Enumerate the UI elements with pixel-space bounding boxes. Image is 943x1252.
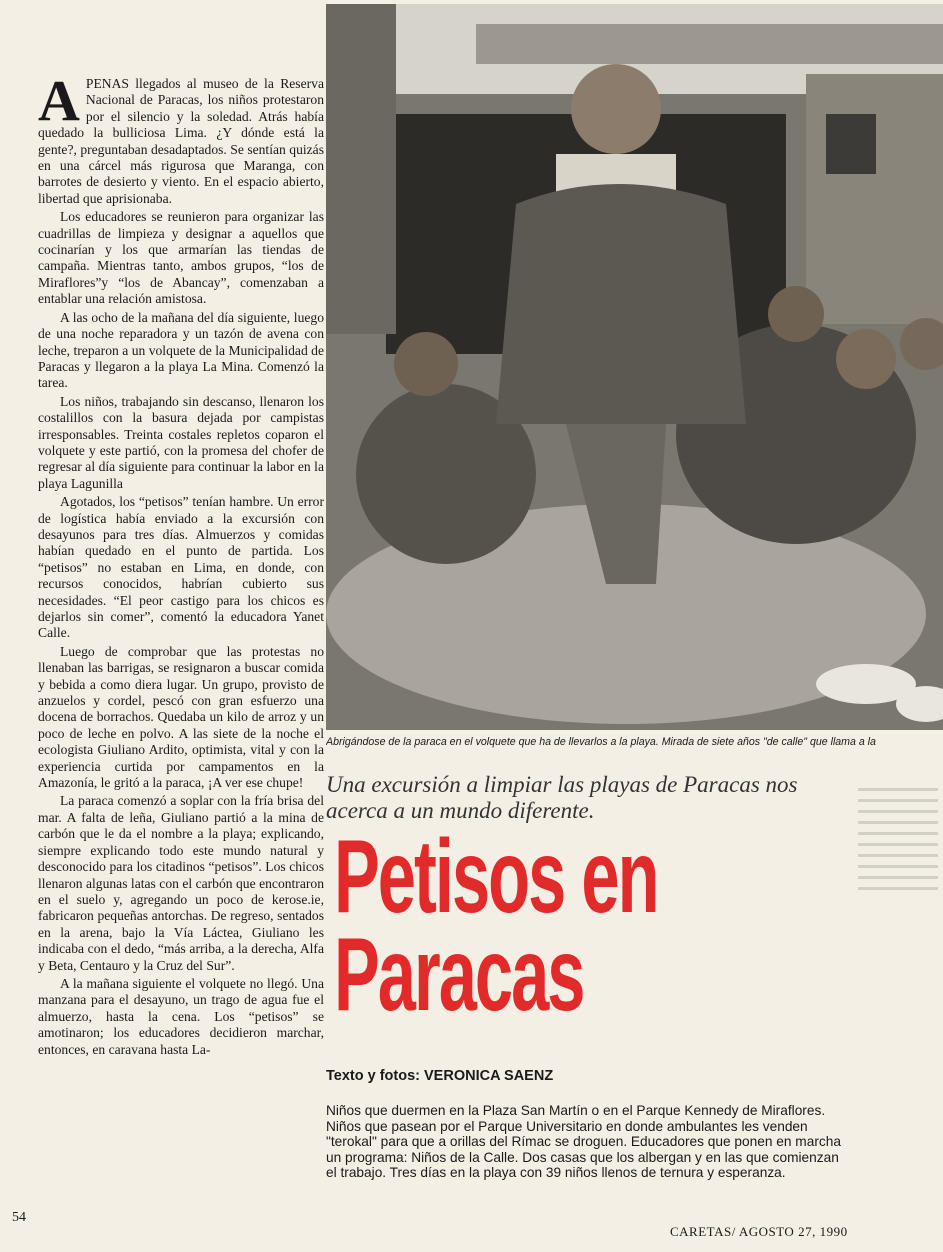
article-paragraph-2: Los educadores se reunieron para organizar las cuadrillas de limpieza y designar a aquellos que cocinarían y los que armarían las tiendas de campaña. Mientras tanto, ambos grupos, “los de Miraflores”y “los de Abancay”, comenzaban a entablar una relación amistosa. — [38, 209, 324, 307]
photo-caption: Abrigándose de la paraca en el volquete que ha de llevarlos a la playa. Mirada de siete años "de calle" que llama a la — [326, 736, 876, 748]
article-body — [38, 68, 324, 1060]
headline-line-2: Paracas — [334, 917, 584, 1033]
article-photo — [326, 4, 943, 730]
byline: Texto y fotos: VERONICA SAENZ — [326, 1068, 554, 1084]
article-paragraph-8: A la mañana siguiente el volquete no llegó. Una manzana para el desayuno, un trago de agua fue el almuerzo, hasta la cena. Los “petisos” se amotinaron; los educadores decidieron marchar, entonces, en caravana hasta La- — [38, 975, 324, 1057]
article-paragraph-7: La paraca comenzó a soplar con la fría brisa del mar. A falta de leña, Giuliano partió a la mina de carbón que le da el nombre a la playa; explicando, siempre explicando todo este mundo natural y desconocido para los citadinos “petisos”. Los chicos llenaron algunas latas con el carbón que encontraron en el suelo y, agregando un poco de kerose.ie, fabricaron pequeñas antorchas. De regreso, sentados en la arena, bajo la Vía Láctea, Giuliano les indicaba con el dedo, “más arriba, a la derecha, Alfa y Beta, Centauro y la Cruz del Sur”. — [38, 793, 324, 973]
article-headline — [334, 819, 677, 1033]
drop-cap: A — [38, 68, 80, 133]
article-summary: Niños que duermen en la Plaza San Martín o en el Parque Kennedy de Miraflores. Niños que pasean por el Parque Universitario en donde ambulantes les venden "terokal" para que a orillas del Rímac se droguen. Educadores que ponen en marcha un programa: Niños de la Calle. Dos casas que los albergan y en las que comienzan el trabajo. Tres días en la playa con 39 niños llenos de ternura y esperanza. — [326, 1103, 841, 1181]
article-paragraph-3: A las ocho de la mañana del día siguiente, luego de una noche reparadora y un tazón de avena con leche, treparon a un volquete de la Municipalidad de Paracas y llegaron a la playa La Mina. Comenzó la tarea. — [38, 309, 324, 391]
publication-footer: CARETAS/ AGOSTO 27, 1990 — [670, 1224, 848, 1239]
bleed-through-texture — [858, 780, 938, 1120]
article-subtitle: Una excursión a limpiar las playas de Paracas nos acerca a un mundo diferente. — [326, 772, 798, 823]
page-number: 54 — [12, 1210, 26, 1225]
article-paragraph-5: Agotados, los “petisos” tenían hambre. Un error de logística había enviado a la excursión con desayunos para tres días. Almuerzos y comidas habían quedado en el punto de partida. Los “petisos” no estaban en Lima, en donde, con recursos conocidos, habrían cubierto sus necesidades. “El peor castigo para los chicos es dejarlos sin comer”, comentó la educadora Yanet Calle. — [38, 494, 324, 641]
article-paragraph-1: APENAS llegados al museo de la Reserva Nacional de Paracas, los niños protestaron por el silencio y la soledad. Atrás había quedado la bulliciosa Lima. ¿Y dónde está la gente?, preguntaban desadaptados. Se sentían quizás en una cárcel más rigurosa que Maranga, con barrotes de desierto y viento. En el espacio abierto, libertad que aprisionaba. — [38, 68, 324, 206]
photo-illustration — [326, 4, 943, 730]
article-paragraph-4: Los niños, trabajando sin descanso, llenaron los costalillos con la basura dejada por campistas irresponsables. Treinta costales repletos coparon el volquete y este partió, con la promesa del chofer de regresar al día siguiente para continuar la labor en la playa Lagunilla — [38, 393, 324, 491]
headline-line-1: Petisos en — [334, 819, 658, 935]
article-paragraph-6: Luego de comprobar que las protestas no llenaban las barrigas, se resignaron a buscar comida y bebida a como diera lugar. Un grupo, provisto de anzuelos y cordel, pescó con gran esfuerzo una docena de borrachos. Quedaba un kilo de arroz y un poco de leche en polvo. A las siete de la noche el ecologista Giuliano Ardito, optimista, vital y con la experiencia curtida por campamentos en la Amazonía, le gritó a la paraca, ¡A ver ese chupe! — [38, 643, 324, 791]
